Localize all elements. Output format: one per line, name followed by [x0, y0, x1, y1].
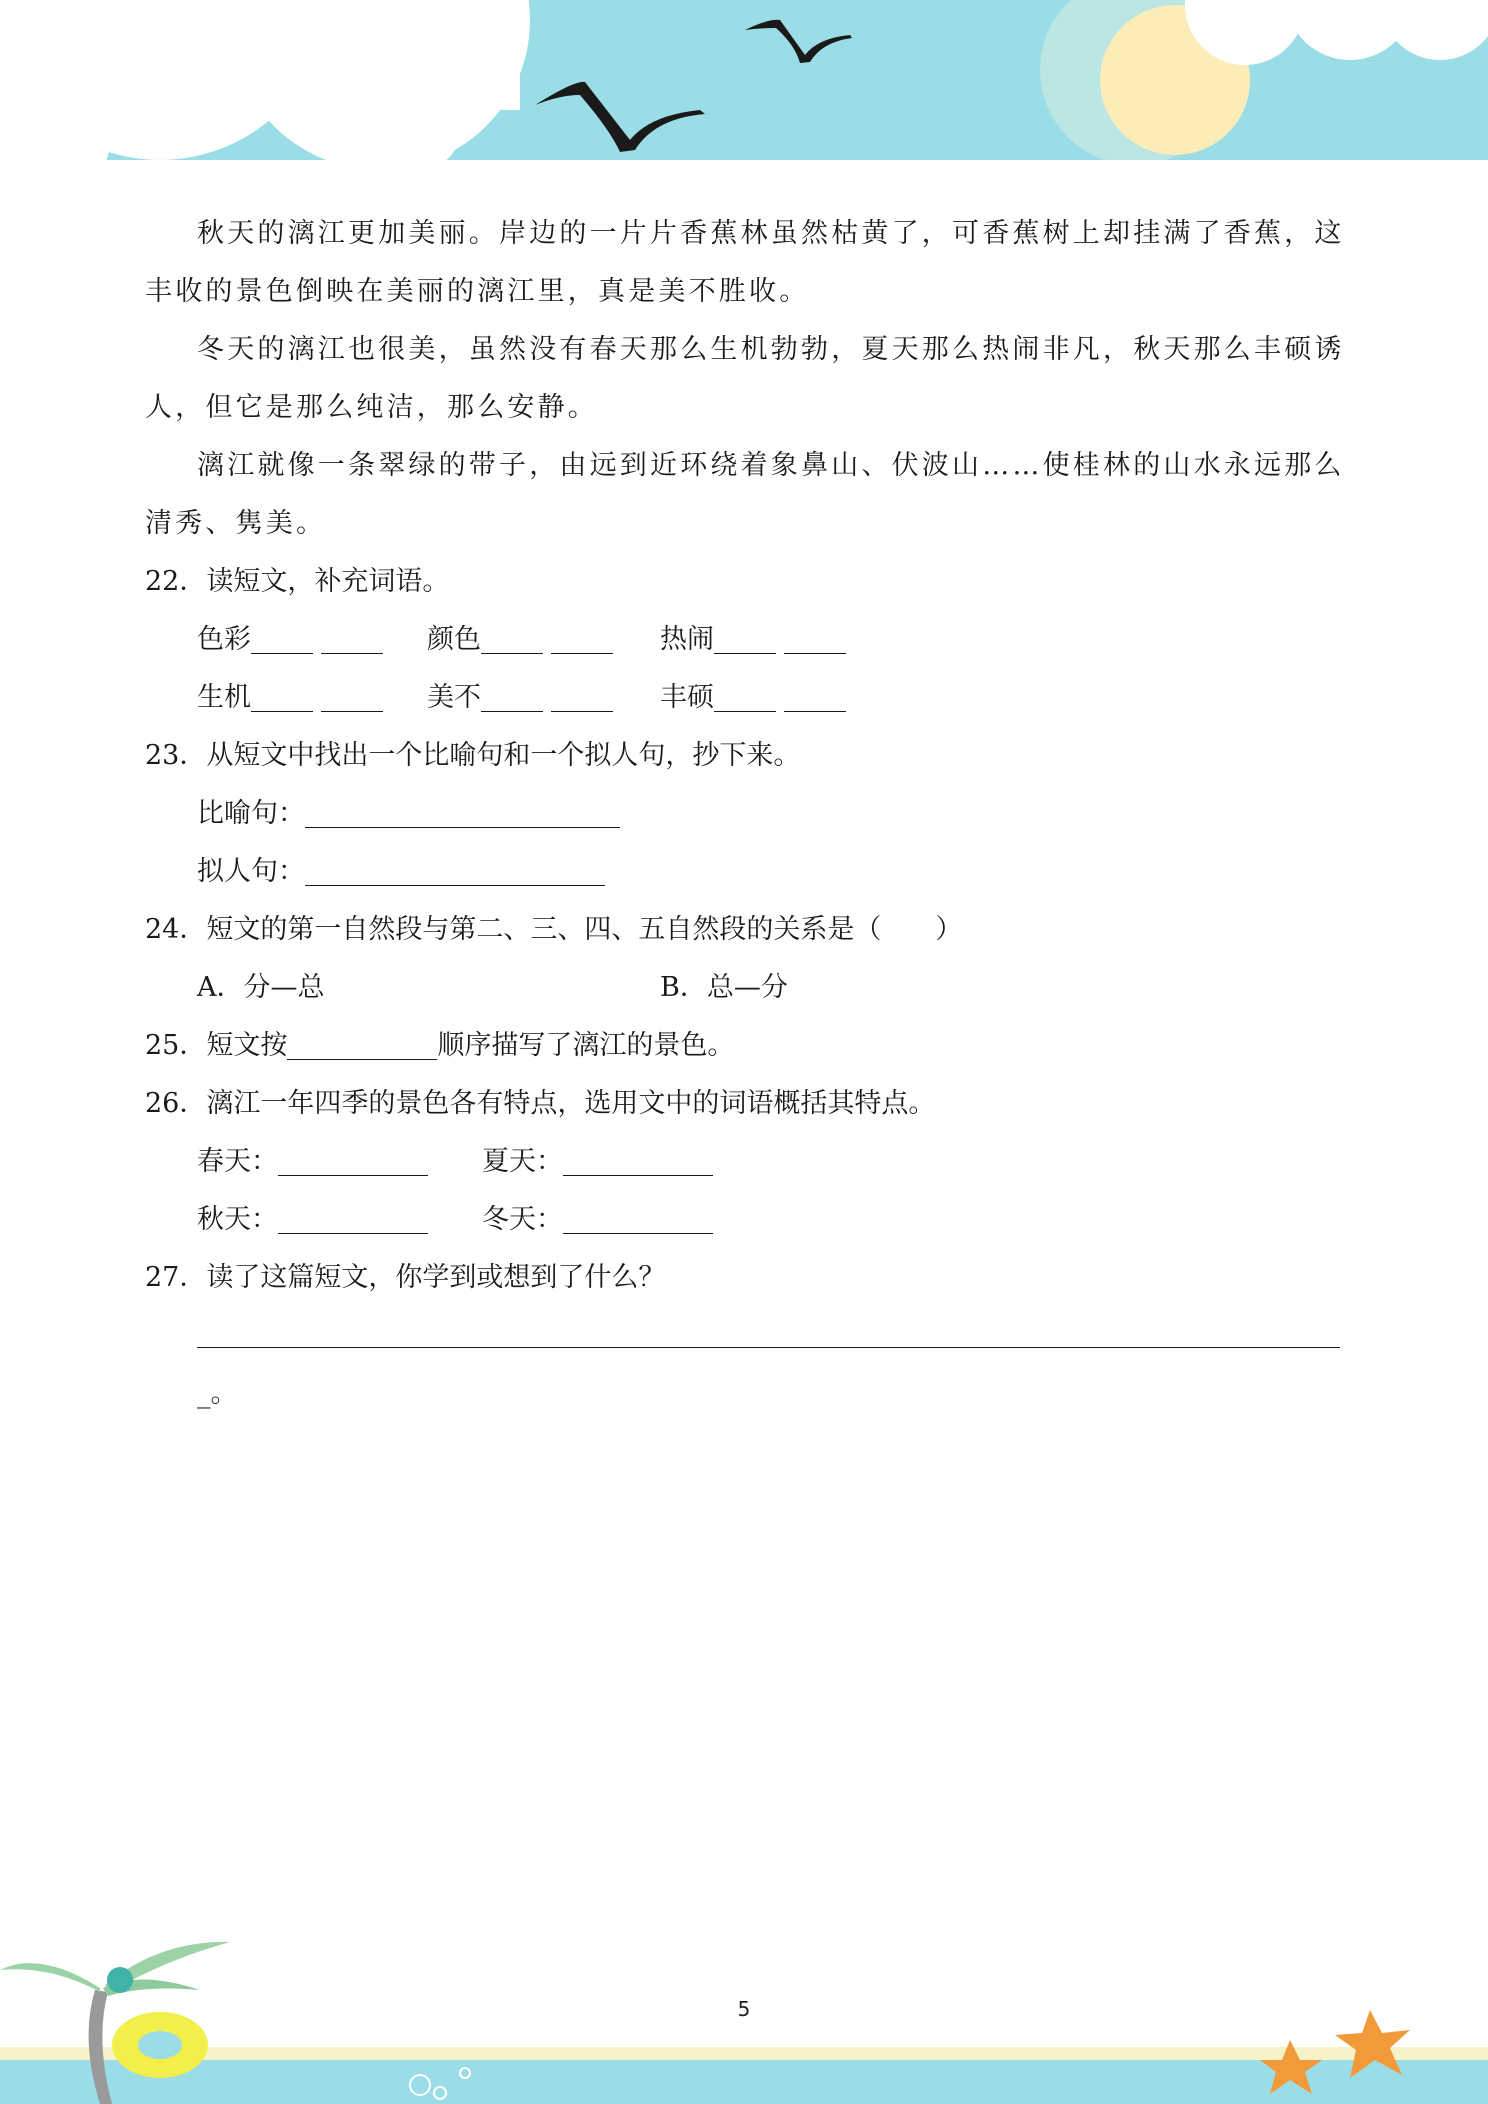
- season-row-2: [145, 1191, 1340, 1249]
- sea-strip: [0, 2060, 1488, 2104]
- sand-strip: [0, 2047, 1488, 2062]
- question-number: 26．: [145, 1088, 207, 1119]
- season-row-1: [145, 1133, 1340, 1191]
- word-blank[interactable]: [321, 623, 383, 654]
- option-a[interactable]: A．分—总: [197, 972, 325, 1003]
- question-text: 漓江一年四季的景色各有特点，选用文中的词语概括其特点。: [206, 1088, 936, 1119]
- winter-label: 冬天：: [482, 1204, 563, 1235]
- personification-answer-row: [145, 843, 1340, 901]
- word-stem: 丰硕: [660, 682, 714, 713]
- word-fill-row-1: [145, 611, 1340, 669]
- passage-paragraph-autumn-cont: 丰收的景色倒映在美丽的漓江里，真是美不胜收。: [145, 276, 810, 307]
- word-blank[interactable]: [714, 681, 776, 712]
- word-blank[interactable]: [784, 681, 846, 712]
- passage-paragraph-winter: 冬天的漓江也很美，虽然没有春天那么生机勃勃，夏天那么热闹非凡，秋天那么丰硕诱: [197, 334, 1345, 365]
- word-stem: 颜色: [427, 624, 481, 655]
- question-text: 短文的第一自然段与第二、三、四、五自然段的关系是（ ）: [206, 914, 963, 945]
- word-stem: 生机: [197, 682, 251, 713]
- word-stem: 热闹: [660, 624, 714, 655]
- word-blank[interactable]: [784, 623, 846, 654]
- passage-paragraph-autumn: 秋天的漓江更加美丽。岸边的一片片香蕉林虽然枯黄了，可香蕉树上却挂满了香蕉，这: [197, 218, 1345, 249]
- word-blank[interactable]: [714, 623, 776, 654]
- word-fill-row-2: [145, 669, 1340, 727]
- question-24: [145, 901, 1340, 959]
- autumn-label: 秋天：: [197, 1204, 278, 1235]
- simile-answer-row: [145, 785, 1340, 843]
- passage-paragraph-winter-cont: 人，但它是那么纯洁，那么安静。: [145, 392, 598, 423]
- reflection-answer-ending: _。: [197, 1378, 238, 1409]
- spring-answer-blank[interactable]: [278, 1145, 428, 1176]
- reflection-answer-area: [145, 1307, 1340, 1365]
- question-text: 从短文中找出一个比喻句和一个拟人句，抄下来。: [206, 740, 801, 771]
- word-blank[interactable]: [481, 623, 543, 654]
- summer-label: 夏天：: [482, 1146, 563, 1177]
- question-number: 22．: [145, 566, 207, 597]
- question-text: 读了这篇短文，你学到或想到了什么？: [206, 1262, 666, 1293]
- simile-label: 比喻句：: [197, 798, 305, 829]
- choice-options-row: [145, 959, 1340, 1017]
- order-answer-blank[interactable]: [287, 1029, 437, 1060]
- page-content: [145, 205, 1345, 1423]
- personification-answer-blank[interactable]: [305, 855, 605, 886]
- word-stem: 色彩: [197, 624, 251, 655]
- summer-answer-blank[interactable]: [563, 1145, 713, 1176]
- question-number: 25．: [145, 1030, 207, 1061]
- cloud-right: [1185, 0, 1488, 65]
- question-22: [145, 553, 1340, 611]
- personification-label: 拟人句：: [197, 856, 305, 887]
- question-number: 27．: [145, 1262, 207, 1293]
- word-blank[interactable]: [551, 623, 613, 654]
- passage-paragraph-conclusion: 漓江就像一条翠绿的带子，由远到近环绕着象鼻山、伏波山……使桂林的山水永远那么: [197, 450, 1345, 481]
- question-number: 23．: [145, 740, 207, 771]
- word-blank[interactable]: [251, 681, 313, 712]
- reflection-answer-line[interactable]: [197, 1347, 1340, 1348]
- spring-label: 春天：: [197, 1146, 278, 1177]
- swim-ring-icon: [112, 2012, 208, 2078]
- word-stem: 美不: [427, 682, 481, 713]
- word-blank[interactable]: [481, 681, 543, 712]
- question-text-after: 顺序描写了漓江的景色。: [437, 1030, 735, 1061]
- question-25: [145, 1017, 1340, 1075]
- option-b[interactable]: B．总—分: [660, 972, 788, 1003]
- winter-answer-blank[interactable]: [563, 1203, 713, 1234]
- footer-beach-illustration: [0, 1930, 1488, 2104]
- question-26: [145, 1075, 1340, 1133]
- question-text-before: 短文按: [206, 1030, 288, 1061]
- question-27: [145, 1249, 1340, 1307]
- page-number: 5: [737, 1997, 751, 2021]
- question-23: [145, 727, 1340, 785]
- passage-paragraph-conclusion-cont: 清秀、隽美。: [145, 508, 327, 539]
- word-blank[interactable]: [551, 681, 613, 712]
- word-blank[interactable]: [321, 681, 383, 712]
- autumn-answer-blank[interactable]: [278, 1203, 428, 1234]
- question-number: 24．: [145, 914, 207, 945]
- question-text: 读短文，补充词语。: [206, 566, 450, 597]
- simile-answer-blank[interactable]: [305, 797, 620, 828]
- word-blank[interactable]: [251, 623, 313, 654]
- header-sky-illustration: [0, 0, 1488, 170]
